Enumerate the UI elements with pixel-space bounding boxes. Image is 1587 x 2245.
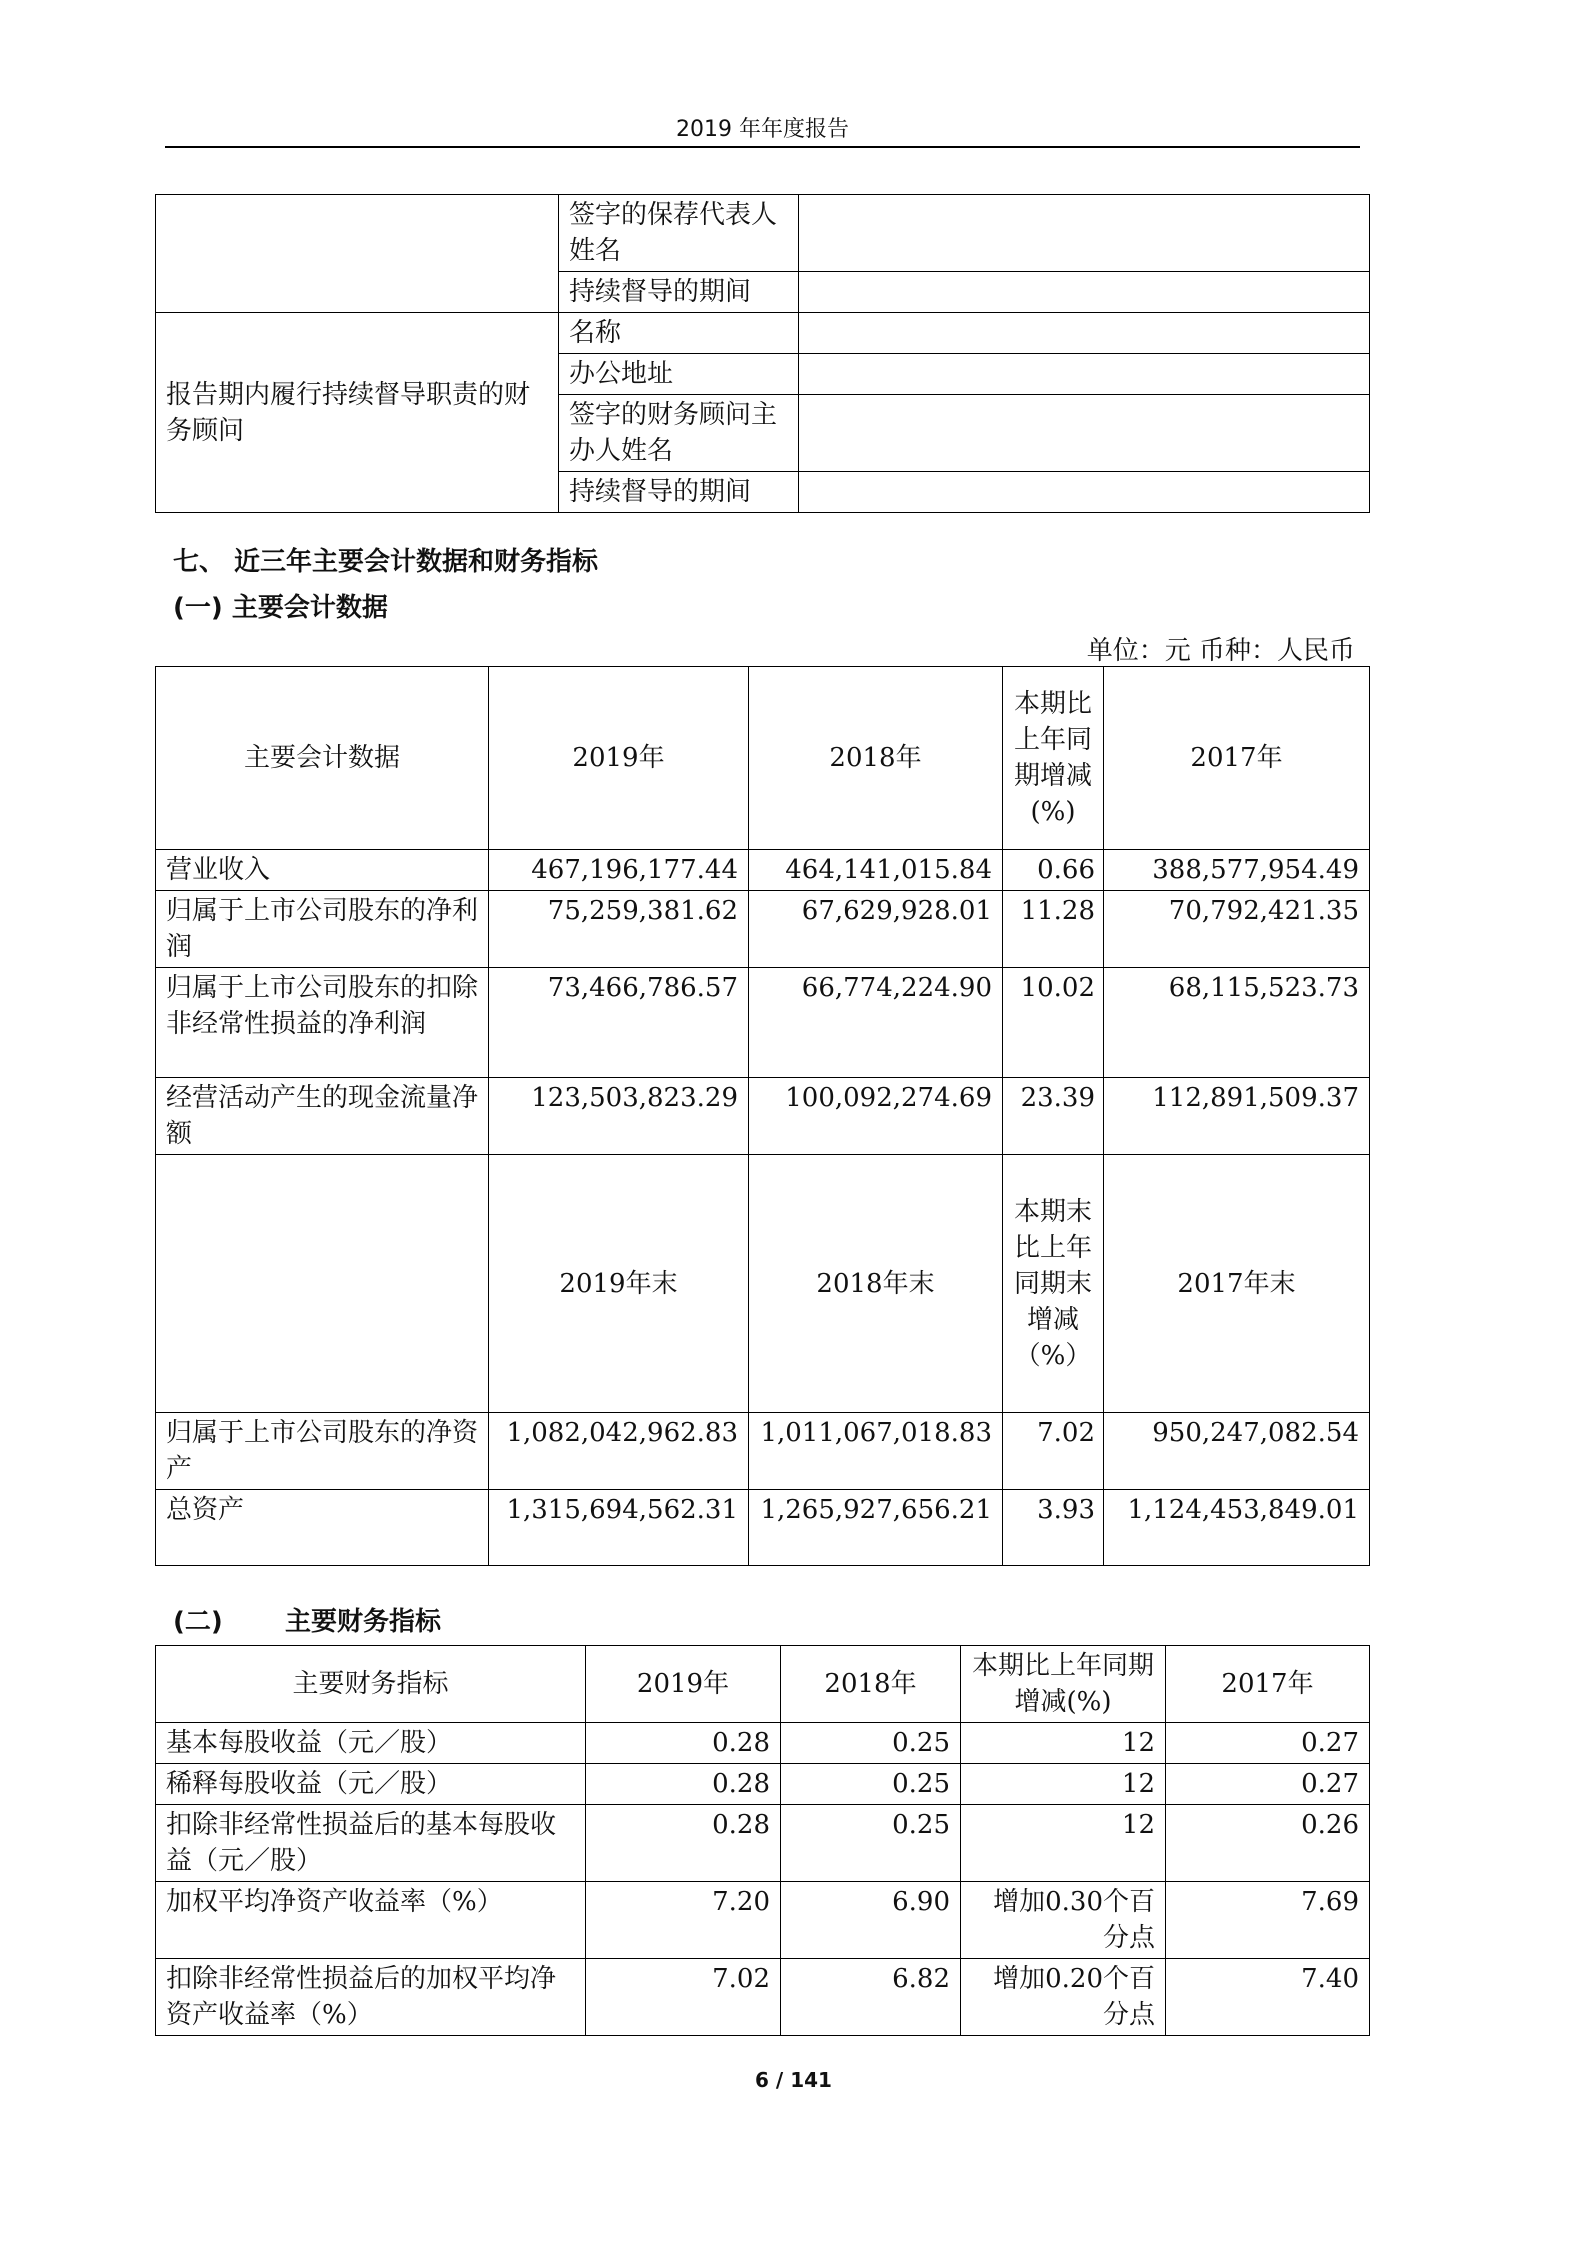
value-cell: 6.82 — [781, 1959, 961, 2036]
value-cell: 1,124,453,849.01 — [1104, 1490, 1370, 1566]
advisor-value — [799, 395, 1370, 472]
value-cell: 1,082,042,962.83 — [489, 1413, 749, 1490]
value-cell: 123,503,823.29 — [489, 1078, 749, 1155]
advisor-label: 办公地址 — [559, 354, 799, 395]
value-cell: 70,792,421.35 — [1104, 891, 1370, 968]
value-cell: 增加0.20个百分点 — [961, 1959, 1166, 2036]
row-label: 总资产 — [156, 1490, 489, 1566]
advisor-label: 签字的财务顾问主办人姓名 — [559, 395, 799, 472]
value-cell: 0.27 — [1166, 1723, 1370, 1764]
value-cell: 10.02 — [1003, 968, 1104, 1078]
value-cell: 11.28 — [1003, 891, 1104, 968]
value-cell: 12 — [961, 1805, 1166, 1882]
subsection-2-number: (二) — [173, 1607, 223, 1637]
table-row — [156, 968, 1370, 1078]
header-cell: 本期比上年同期增减(%) — [961, 1646, 1166, 1723]
header-cell: 2019年 — [586, 1646, 781, 1723]
value-cell: 7.02 — [586, 1959, 781, 2036]
advisor-value — [799, 354, 1370, 395]
table-row — [156, 1413, 1370, 1490]
value-cell: 0.25 — [781, 1723, 961, 1764]
value-cell: 7.02 — [1003, 1413, 1104, 1490]
accounting-table — [155, 666, 1370, 1566]
value-cell: 467,196,177.44 — [489, 850, 749, 891]
header-cell: 主要会计数据 — [156, 667, 489, 850]
row-label: 加权平均净资产收益率（%） — [156, 1882, 586, 1959]
advisor-group-label: 报告期内履行持续督导职责的财务顾问 — [156, 313, 559, 513]
value-cell: 0.26 — [1166, 1805, 1370, 1882]
header-cell: 2018年 — [749, 667, 1003, 850]
table-row — [156, 1764, 1370, 1805]
table-row — [156, 1805, 1370, 1882]
subsection-1-title: (一) 主要会计数据 — [173, 593, 388, 623]
value-cell: 0.28 — [586, 1764, 781, 1805]
table-row — [156, 1078, 1370, 1155]
row-label: 营业收入 — [156, 850, 489, 891]
row-label: 基本每股收益（元／股） — [156, 1723, 586, 1764]
page-number: 6 / 141 — [755, 2068, 832, 2092]
value-cell: 67,629,928.01 — [749, 891, 1003, 968]
value-cell: 0.25 — [781, 1805, 961, 1882]
value-cell: 23.39 — [1003, 1078, 1104, 1155]
row-label: 归属于上市公司股东的净利润 — [156, 891, 489, 968]
header-cell — [156, 1155, 489, 1413]
header-cell: 2019年 — [489, 667, 749, 850]
value-cell: 75,259,381.62 — [489, 891, 749, 968]
header-cell: 2017年 — [1166, 1646, 1370, 1723]
advisor-value — [799, 313, 1370, 354]
advisor-value — [799, 195, 1370, 272]
value-cell: 73,466,786.57 — [489, 968, 749, 1078]
value-cell: 1,011,067,018.83 — [749, 1413, 1003, 1490]
advisor-label: 名称 — [559, 313, 799, 354]
row-label: 稀释每股收益（元／股） — [156, 1764, 586, 1805]
row-label: 扣除非经常性损益后的基本每股收益（元／股） — [156, 1805, 586, 1882]
row-label: 归属于上市公司股东的扣除非经常性损益的净利润 — [156, 968, 489, 1078]
value-cell: 7.40 — [1166, 1959, 1370, 2036]
value-cell: 0.28 — [586, 1805, 781, 1882]
value-cell: 3.93 — [1003, 1490, 1104, 1566]
subsection-2-title: 主要财务指标 — [285, 1607, 442, 1637]
value-cell: 12 — [961, 1764, 1166, 1805]
value-cell: 100,092,274.69 — [749, 1078, 1003, 1155]
header-cell: 2017年 — [1104, 667, 1370, 850]
header-cell: 本期末比上年同期末增减（%） — [1003, 1155, 1104, 1413]
advisor-table — [155, 194, 1370, 513]
header-cell: 2018年 — [781, 1646, 961, 1723]
header-cell: 主要财务指标 — [156, 1646, 586, 1723]
value-cell: 1,315,694,562.31 — [489, 1490, 749, 1566]
header-rule — [165, 146, 1360, 148]
value-cell: 0.25 — [781, 1764, 961, 1805]
page-header: 2019 年年度报告 — [676, 117, 849, 142]
value-cell: 0.27 — [1166, 1764, 1370, 1805]
value-cell: 7.20 — [586, 1882, 781, 1959]
value-cell: 12 — [961, 1723, 1166, 1764]
value-cell: 950,247,082.54 — [1104, 1413, 1370, 1490]
value-cell: 7.69 — [1166, 1882, 1370, 1959]
advisor-label: 签字的保荐代表人姓名 — [559, 195, 799, 272]
row-label: 扣除非经常性损益后的加权平均净资产收益率（%） — [156, 1959, 586, 2036]
value-cell: 388,577,954.49 — [1104, 850, 1370, 891]
value-cell: 464,141,015.84 — [749, 850, 1003, 891]
header-cell: 2019年末 — [489, 1155, 749, 1413]
table-row — [156, 1723, 1370, 1764]
advisor-empty-cell — [156, 195, 559, 313]
value-cell: 增加0.30个百分点 — [961, 1882, 1166, 1959]
table-row — [156, 891, 1370, 968]
indicator-table — [155, 1645, 1370, 2036]
row-label: 归属于上市公司股东的净资产 — [156, 1413, 489, 1490]
section-7-title: 七、 近三年主要会计数据和财务指标 — [173, 547, 599, 577]
value-cell: 6.90 — [781, 1882, 961, 1959]
value-cell: 68,115,523.73 — [1104, 968, 1370, 1078]
row-label: 经营活动产生的现金流量净额 — [156, 1078, 489, 1155]
advisor-label: 持续督导的期间 — [559, 472, 799, 513]
table-row — [156, 1882, 1370, 1959]
table-row — [156, 1959, 1370, 2036]
header-cell: 本期比上年同期增减(%) — [1003, 667, 1104, 850]
table-row — [156, 1490, 1370, 1566]
value-cell: 1,265,927,656.21 — [749, 1490, 1003, 1566]
value-cell: 0.66 — [1003, 850, 1104, 891]
table-row — [156, 850, 1370, 891]
header-cell: 2017年末 — [1104, 1155, 1370, 1413]
header-cell: 2018年末 — [749, 1155, 1003, 1413]
value-cell: 66,774,224.90 — [749, 968, 1003, 1078]
value-cell: 112,891,509.37 — [1104, 1078, 1370, 1155]
advisor-label: 持续督导的期间 — [559, 272, 799, 313]
value-cell: 0.28 — [586, 1723, 781, 1764]
unit-note: 单位：元 币种：人民币 — [1086, 636, 1355, 666]
advisor-value — [799, 272, 1370, 313]
advisor-value — [799, 472, 1370, 513]
